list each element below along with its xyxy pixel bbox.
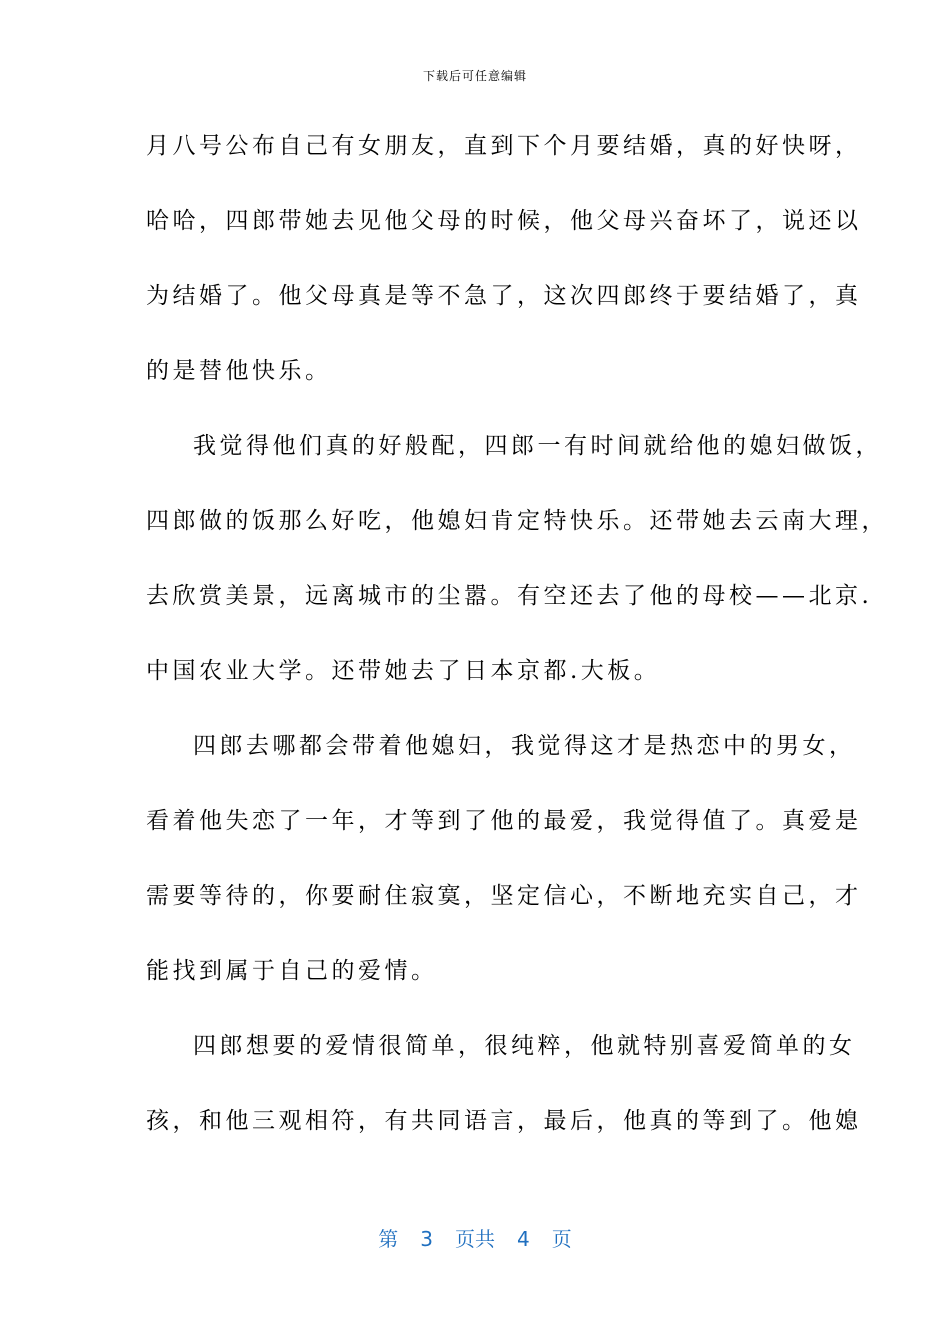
page-footer [0,1226,950,1252]
body-line: 为结婚了。他父母真是等不急了，这次四郎终于要结婚了，真 [146,283,862,309]
footer-suffix: 页 [551,1227,572,1251]
body-line: 四郎去哪都会带着他媳妇，我觉得这才是热恋中的男女， [193,733,856,759]
body-line: 的是替他快乐。 [146,358,332,384]
body-line: 中国农业大学。还带她去了日本京都.大板。 [146,658,661,684]
body-line: 能找到属于自己的爱情。 [146,958,438,984]
body-line: 去欣赏美景，远离城市的尘嚣。有空还去了他的母校——北京. [146,583,873,609]
body-line: 哈哈，四郎带她去见他父母的时候，他父母兴奋坏了，说还以 [146,208,862,234]
current-page-number: 3 [420,1227,433,1251]
body-line: 看着他失恋了一年，才等到了他的最爱，我觉得值了。真爱是 [146,808,862,834]
footer-prefix: 第 [378,1227,399,1251]
document-body [146,122,888,1172]
footer-middle: 页共 [455,1227,495,1251]
body-line: 四郎做的饭那么好吃，他媳妇肯定特快乐。还带她去云南大理， [146,508,888,534]
total-page-count: 4 [517,1227,530,1251]
body-line: 我觉得他们真的好般配，四郎一有时间就给他的媳妇做饭， [193,433,882,459]
body-line: 四郎想要的爱情很简单，很纯粹，他就特别喜爱简单的女 [193,1033,856,1059]
body-line: 孩，和他三观相符，有共同语言，最后，他真的等到了。他媳 [146,1108,862,1134]
body-line: 月八号公布自己有女朋友，直到下个月要结婚，真的好快呀， [146,133,862,159]
page-header: 下载后可任意编辑 [422,69,527,83]
body-line: 需要等待的，你要耐住寂寞，坚定信心，不断地充实自己，才 [146,883,862,909]
